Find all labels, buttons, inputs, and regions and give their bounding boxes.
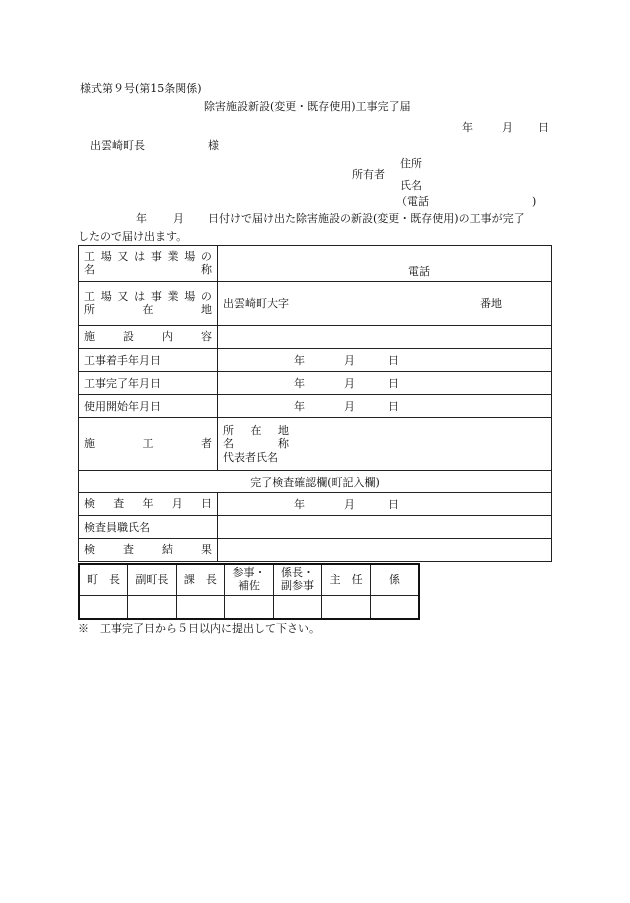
factory-location-label-char: 場	[100, 289, 112, 303]
facility-label-char: 設	[123, 329, 134, 343]
owner-phone-label: （電話	[396, 195, 429, 208]
factory-location-label-char: は	[134, 289, 146, 303]
inspection-date-label-char: 査	[113, 496, 125, 510]
factory-name-label-char: は	[134, 249, 146, 263]
owner-phone-close: )	[532, 195, 537, 208]
start-date-row	[79, 349, 552, 372]
factory-location-label-char: 在	[142, 302, 154, 316]
use-date-year: 年	[294, 400, 305, 413]
inspection-date-label-char: 年	[142, 496, 154, 510]
completion-date-label: 工事完了年月日	[79, 372, 218, 395]
owner-address-label: 住所	[400, 157, 422, 170]
honorific: 様	[208, 139, 219, 152]
factory-name-row	[79, 246, 552, 282]
address-prefix: 出雲崎町大字	[223, 297, 289, 310]
contractor-location-char: 所	[223, 424, 234, 438]
approval-stamp-cell[interactable]	[225, 596, 274, 620]
completion-date-year: 年	[294, 377, 305, 390]
factory-name-label-char: 工	[84, 249, 95, 263]
completion-date-month: 月	[344, 377, 355, 390]
approval-stamp-cell[interactable]	[370, 596, 419, 620]
start-date-cell[interactable]	[218, 349, 552, 372]
inspection-date-label	[79, 493, 218, 516]
submission-date-year: 年	[462, 121, 473, 134]
approval-stamp-cell[interactable]	[176, 596, 225, 620]
factory-name-label-char: 又	[117, 249, 129, 263]
inspection-date-label-char: 月	[171, 496, 183, 510]
inspection-date-month: 月	[344, 498, 355, 511]
notification-table	[78, 245, 552, 562]
owner-label: 所有者	[352, 168, 385, 181]
factory-location-label-char: 場	[184, 289, 196, 303]
contractor-location-char: 在	[250, 424, 262, 438]
inspection-date-row	[79, 493, 552, 516]
factory-location-label	[79, 282, 218, 326]
approval-stamp-cell[interactable]	[322, 596, 371, 620]
inspection-header: 完了検査確認欄(町記入欄)	[79, 471, 552, 493]
use-date-cell[interactable]	[218, 395, 552, 418]
completion-date-row	[79, 372, 552, 395]
result-label-char: 結	[162, 542, 173, 556]
inspection-header-row	[79, 471, 552, 493]
factory-location-cell[interactable]	[218, 282, 552, 326]
owner-name-label: 氏名	[400, 179, 422, 192]
factory-name-label-char: 業	[167, 249, 179, 263]
addressee: 出雲崎町長	[90, 139, 145, 152]
contractor-cell[interactable]	[218, 418, 552, 471]
result-cell[interactable]	[218, 539, 552, 562]
factory-location-label-char: 所	[84, 302, 95, 316]
factory-location-label-char: 業	[167, 289, 179, 303]
contractor-label-char: 者	[201, 436, 212, 450]
factory-location-label-char: 又	[117, 289, 129, 303]
factory-location-label-char: 地	[201, 302, 212, 316]
inspector-label: 検査員職氏名	[79, 516, 218, 539]
submission-date-month: 月	[502, 121, 513, 134]
inspector-cell[interactable]	[218, 516, 552, 539]
approval-header-row	[79, 564, 419, 596]
inspection-date-cell[interactable]	[218, 493, 552, 516]
factory-name-label-char: 事	[150, 249, 162, 263]
start-date-day: 日	[388, 354, 399, 367]
start-date-year: 年	[294, 354, 305, 367]
approval-stamp-row	[79, 596, 419, 620]
factory-name-label-char: の	[200, 249, 212, 263]
result-label-char: 査	[123, 542, 134, 556]
inspection-date-label-char: 検	[84, 496, 95, 510]
use-date-day: 日	[388, 400, 399, 413]
result-label-char: 検	[84, 542, 95, 556]
body-line2: したので届け出ます。	[78, 230, 188, 243]
inspection-date-year: 年	[294, 498, 305, 511]
factory-name-label-char: 称	[201, 262, 212, 276]
factory-name-label	[79, 246, 218, 282]
completion-date-cell[interactable]	[218, 372, 552, 395]
inspection-date-day: 日	[388, 498, 399, 511]
facility-label	[79, 326, 218, 349]
completion-date-day: 日	[388, 377, 399, 390]
approval-table	[78, 563, 420, 620]
inspection-date-label-char: 日	[201, 496, 212, 510]
factory-name-label-char: 場	[100, 249, 112, 263]
approval-stamp-cell[interactable]	[79, 596, 128, 620]
use-date-month: 月	[344, 400, 355, 413]
factory-name-label-char: 場	[184, 249, 196, 263]
contractor-label	[79, 418, 218, 471]
approval-stamp-cell[interactable]	[128, 596, 177, 620]
factory-location-row	[79, 282, 552, 326]
use-date-label: 使用開始年月日	[79, 395, 218, 418]
factory-phone-label: 電話	[408, 265, 430, 278]
factory-location-label-char: の	[200, 289, 212, 303]
facility-label-char: 内	[162, 329, 173, 343]
form-number: 様式第９号(第15条関係)	[80, 82, 202, 95]
body-year: 年	[136, 212, 147, 225]
start-date-label: 工事着手年月日	[79, 349, 218, 372]
contractor-name-char: 称	[278, 437, 289, 451]
factory-name-label-char: 名	[84, 262, 95, 276]
factory-location-label-char: 事	[150, 289, 162, 303]
factory-location-label-char: 工	[84, 289, 95, 303]
lot-number-label: 番地	[480, 297, 502, 310]
approval-header-6: 主 任	[322, 564, 371, 596]
contractor-label-char: 施	[84, 436, 95, 450]
start-date-month: 月	[344, 354, 355, 367]
contractor-location-char: 地	[278, 424, 289, 438]
result-row	[79, 539, 552, 562]
body-month: 月	[173, 212, 184, 225]
contractor-name-char: 名	[223, 437, 234, 451]
contractor-label-char: 工	[142, 436, 154, 450]
approval-header-3: 課 長	[176, 564, 225, 596]
footnote: ※ 工事完了日から５日以内に提出して下さい。	[78, 622, 320, 635]
use-date-row	[79, 395, 552, 418]
result-label-char: 果	[201, 542, 212, 556]
contractor-representative-label: 代表者氏名	[223, 450, 278, 464]
document-title: 除害施設新設(変更・既存使用)工事完了届	[204, 100, 411, 113]
approval-stamp-cell[interactable]	[273, 596, 322, 620]
facility-row	[79, 326, 552, 349]
result-label	[79, 539, 218, 562]
approval-header-1: 町 長	[79, 564, 128, 596]
body-line1: 日付けで届け出た除害施設の新設(変更・既存使用)の工事が完了	[208, 212, 525, 225]
contractor-row	[79, 418, 552, 471]
submission-date-day: 日	[538, 121, 549, 134]
approval-header-7: 係	[370, 564, 419, 596]
contractor-location-label	[223, 424, 289, 437]
approval-header-5: 係長・ 副参事	[273, 564, 322, 596]
facility-cell[interactable]	[218, 326, 552, 349]
contractor-name-label	[223, 437, 289, 450]
factory-name-cell[interactable]	[218, 246, 552, 282]
approval-header-2: 副町長	[128, 564, 177, 596]
approval-header-4: 参事・ 補佐	[225, 564, 274, 596]
inspector-row	[79, 516, 552, 539]
facility-label-char: 容	[201, 329, 212, 343]
facility-label-char: 施	[84, 329, 95, 343]
